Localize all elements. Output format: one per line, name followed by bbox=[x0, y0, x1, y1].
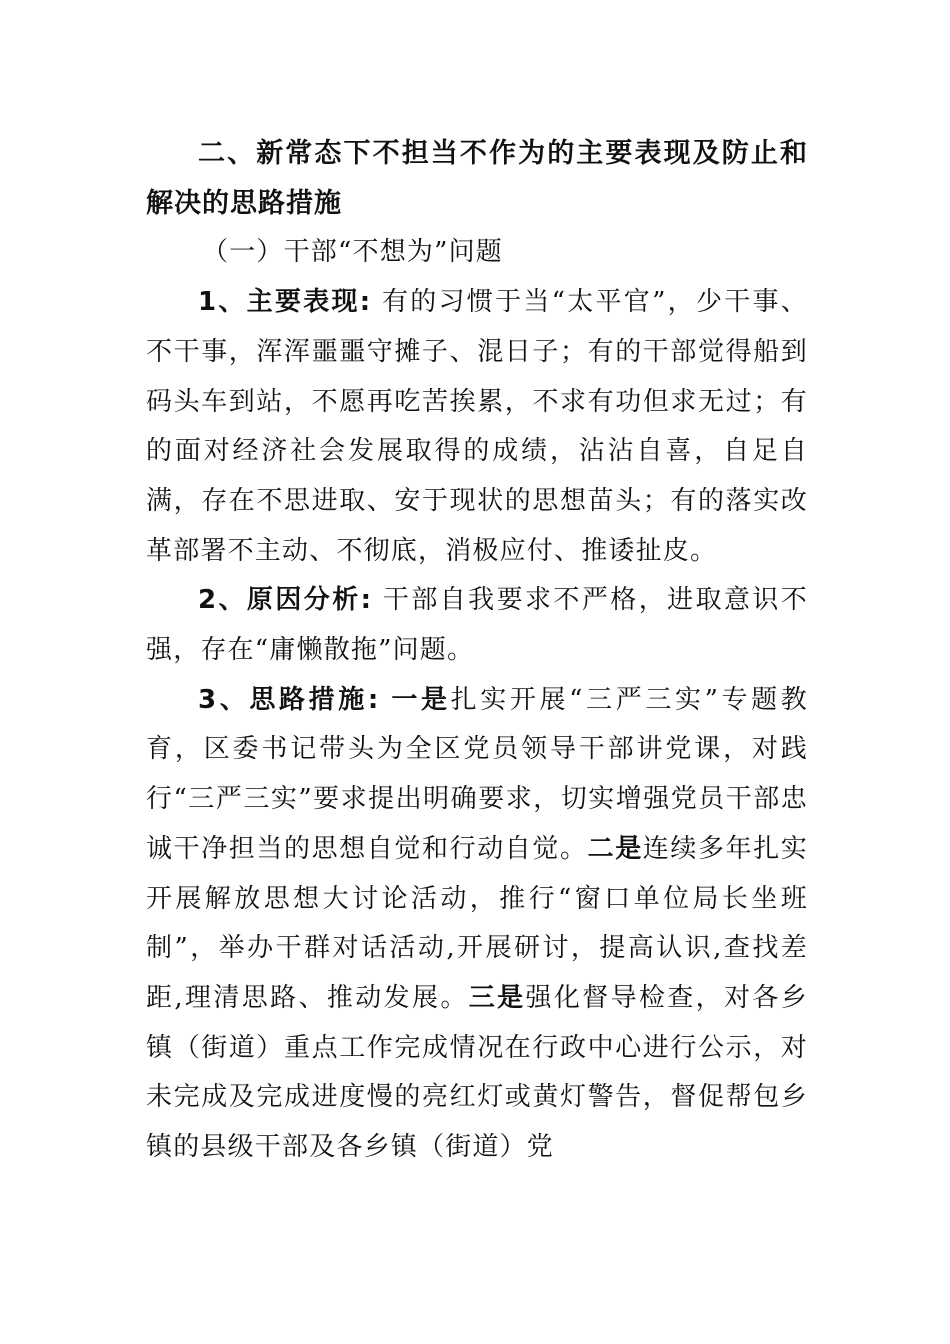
lead-second: 二是 bbox=[587, 833, 643, 864]
paragraph-measures bbox=[146, 676, 808, 1173]
measure-text-third: 强化督导检查，对各乡镇（街道）重点工作完成情况在行政中心进行公示，对未完成及完成进度慢的亮红灯或黄灯警告，督促帮包乡镇的县级干部及各乡镇（街道）党 bbox=[146, 982, 808, 1163]
document-body bbox=[146, 129, 808, 1173]
paragraph-main-performance bbox=[146, 278, 808, 576]
lead-first: 一是 bbox=[391, 684, 451, 715]
subsection-heading: （一）干部“不想为”问题 bbox=[202, 237, 503, 268]
item-label: 2、原因分析: bbox=[198, 585, 373, 616]
item-label: 1、主要表现: bbox=[198, 287, 372, 318]
spacer bbox=[379, 685, 391, 715]
item-text: 有的习惯于当“太平官”，少干事、不干事，浑浑噩噩守摊子、混日子；有的干部觉得船到码头车到站，不愿再吃苦挨累，不求有功但求无过；有的面对经济社会发展取得的成绩，沾沾自喜，自足自满，存在不思进取、安于现状的思想苗头；有的落实改革部署不主动、不彻底，消极应付、推诿扯皮。 bbox=[146, 287, 809, 566]
measure-text-second: 连续多年扎实开展解放思想大讨论活动，推行“窗口单位局长坐班制”，举办干群对话活动,开展研讨，提高认识,查找差距,理清思路、推动发展。 bbox=[146, 833, 808, 1013]
item-text: 干部自我要求不严格，进取意识不强，存在“庸懒散拖”问题。 bbox=[146, 585, 808, 666]
paragraph-cause-analysis bbox=[146, 576, 808, 675]
lead-third: 三是 bbox=[468, 982, 526, 1013]
measure-text-first: 扎实开展“三严三实”专题教育，区委书记带头为全区党员领导干部讲党课，对践行“三严三实”要求提出明确要求，切实增强党员干部忠诚干净担当的思想自觉和行动自觉。 bbox=[146, 684, 809, 864]
section-heading: 二、新常态下不担当不作为的主要表现及防止和解决的思路措施 bbox=[146, 138, 808, 219]
item-label: 3、思路措施: bbox=[198, 684, 380, 715]
